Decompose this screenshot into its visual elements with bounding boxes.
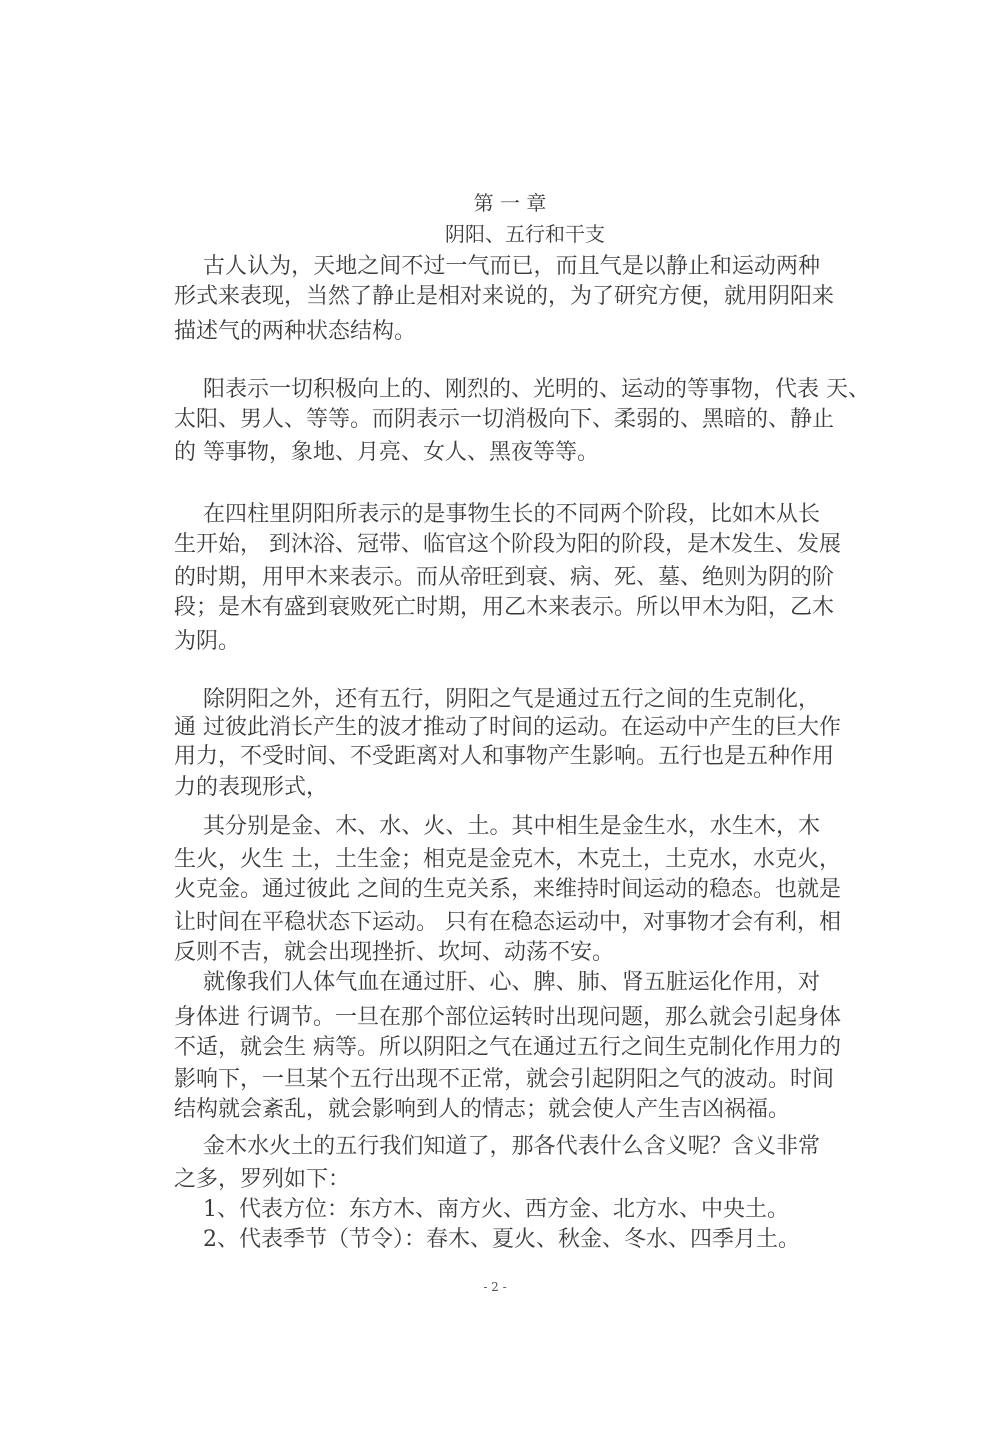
paragraph-6-line: 身体进 行调节。一旦在那个部位运转时出现问题，那么就会引起身体 bbox=[174, 1005, 841, 1030]
paragraph-2-line: 的 等事物，象地、月亮、女人、黑夜等等。 bbox=[174, 440, 599, 465]
paragraph-4-line: 通 过彼此消长产生的波才推动了时间的运动。在运动中产生的巨大作 bbox=[174, 715, 841, 740]
paragraph-4-line: 除阴阳之外，还有五行，阴阳之气是通过五行之间的生克制化， bbox=[203, 687, 820, 712]
paragraph-5-line: 反则不吉，就会出现挫折、坎坷、动荡不安。 bbox=[174, 940, 615, 965]
paragraph-4-line: 力的表现形式， bbox=[174, 775, 329, 800]
chapter-number: 第 一 章 bbox=[473, 191, 547, 215]
paragraph-7-line: 之多，罗列如下： bbox=[174, 1167, 351, 1192]
paragraph-6-line: 影响下，一旦某个五行出现不正常，就会引起阴阳之气的波动。时间 bbox=[174, 1067, 835, 1092]
paragraph-5-line: 生火，火生 土，土生金；相克是金克木，木克土，土克水，水克火， bbox=[174, 847, 841, 872]
paragraph-9-line: 2、代表季节（节令）：春木、夏火、秋金、冬水、四季月土。 bbox=[203, 1227, 800, 1252]
paragraph-6-line: 结构就会紊乱，就会影响到人的情志；就会使人产生吉凶祸福。 bbox=[174, 1097, 791, 1122]
paragraph-6-line: 就像我们人体气血在通过肝、心、脾、肺、肾五脏运化作用，对 bbox=[203, 970, 820, 995]
paragraph-5-line: 其分别是金、木、水、火、土。其中相生是金生水，水生木，木 bbox=[203, 814, 820, 839]
paragraph-3-line: 在四柱里阴阳所表示的是事物生长的不同两个阶段，比如木从长 bbox=[203, 502, 820, 527]
paragraph-8-line: 1、代表方位：东方木、南方火、西方金、北方水、中央土。 bbox=[203, 1197, 789, 1222]
paragraph-6-line: 不适，就会生 病等。所以阴阳之气在通过五行之间生克制化作用力的 bbox=[174, 1035, 841, 1060]
paragraph-5-line: 让时间在平稳状态下运动。 只有在稳态运动中，对事物才会有利，相 bbox=[174, 910, 841, 935]
paragraph-1-line: 描述气的两种状态结构。 bbox=[174, 319, 417, 344]
page-number: - 2 - bbox=[483, 1280, 507, 1294]
paragraph-3-line: 为阴。 bbox=[174, 629, 241, 654]
paragraph-2-line: 阳表示一切积极向上的、刚烈的、光明的、运动的等事物，代表 天、 bbox=[203, 377, 870, 402]
paragraph-1-line: 古人认为，天地之间不过一气而已，而且气是以静止和运动两种 bbox=[203, 254, 820, 279]
paragraph-3-line: 的时期，用甲木来表示。而从帝旺到衰、病、死、墓、绝则为阴的阶 bbox=[174, 565, 835, 590]
paragraph-3-line: 段；是木有盛到衰败死亡时期，用乙木来表示。所以甲木为阳，乙木 bbox=[174, 595, 835, 620]
paragraph-5-line: 火克金。通过彼此 之间的生克关系，来维持时间运动的稳态。也就是 bbox=[174, 877, 841, 902]
paragraph-4-line: 用力，不受时间、不受距离对人和事物产生影响。五行也是五种作用 bbox=[174, 744, 835, 769]
paragraph-1-line: 形式来表现，当然了静止是相对来说的，为了研究方便，就用阴阳来 bbox=[174, 284, 835, 309]
paragraph-3-line: 生开始， 到沐浴、冠带、临官这个阶段为阳的阶段，是木发生、发展 bbox=[174, 532, 841, 557]
chapter-title: 阴阳、五行和干支 bbox=[445, 222, 605, 246]
paragraph-2-line: 太阳、男人、等等。而阴表示一切消极向下、柔弱的、黑暗的、静止 bbox=[174, 407, 835, 432]
paragraph-7-line: 金木水火土的五行我们知道了，那各代表什么含义呢？含义非常 bbox=[203, 1134, 820, 1159]
